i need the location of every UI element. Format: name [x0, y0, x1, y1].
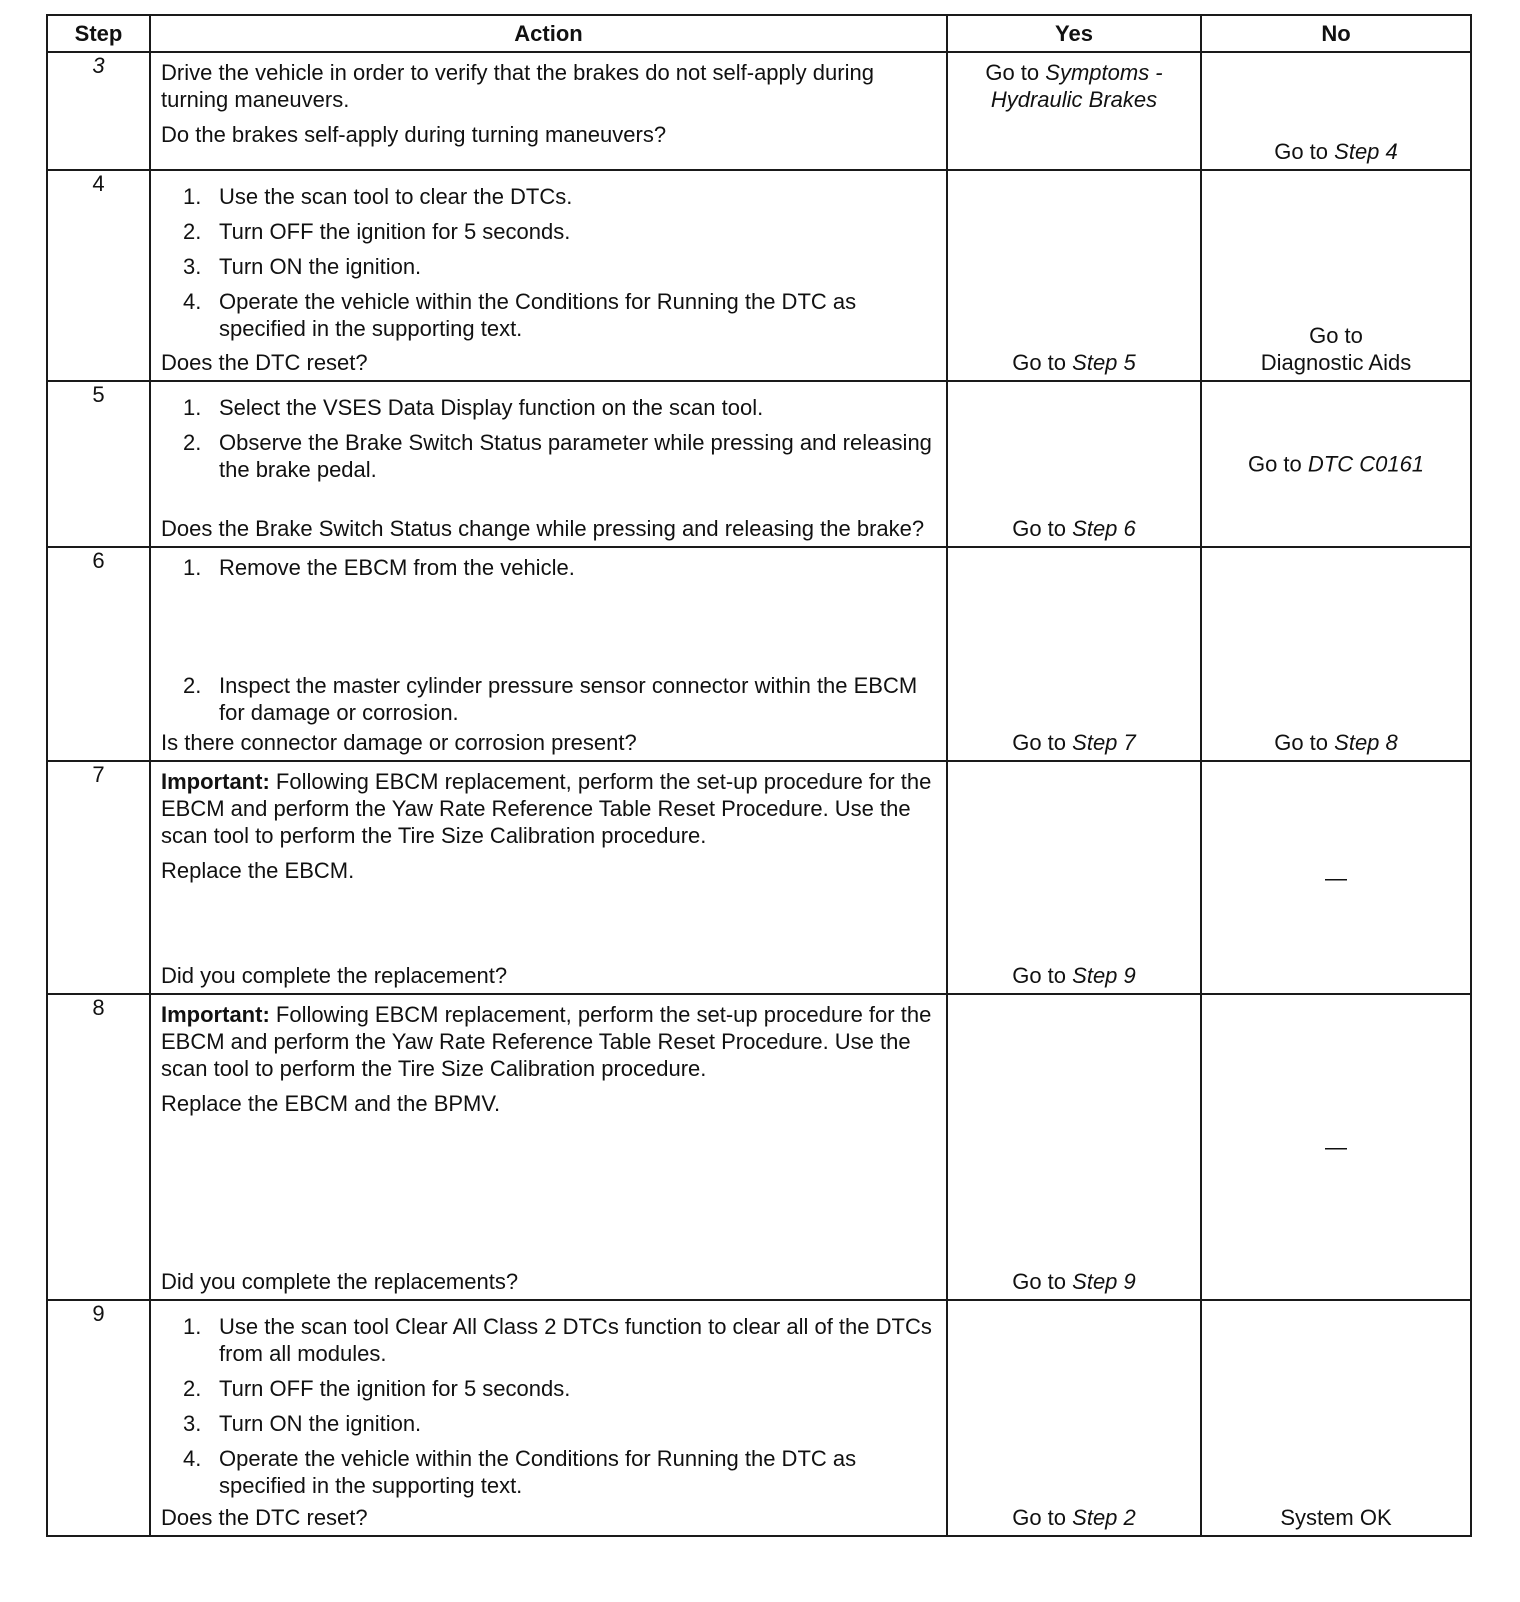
yes-cell: [947, 761, 1201, 994]
yes-link[interactable]: Step 6: [1072, 516, 1136, 541]
step-number: 3: [47, 52, 150, 170]
action-question: Did you complete the replacement?: [161, 963, 508, 988]
step-number: 5: [47, 381, 150, 547]
table-row: [47, 381, 1471, 547]
yes-cell: [947, 1300, 1201, 1536]
action-cell: [150, 994, 947, 1300]
no-link[interactable]: Step 4: [1334, 139, 1398, 164]
no-cell: [1201, 170, 1471, 381]
yes-cell: [947, 52, 1201, 170]
list-item: 3. Turn ON the ignition.: [183, 254, 422, 279]
list-item: 2. Turn OFF the ignition for 5 seconds.: [183, 1376, 571, 1401]
no-cell: [1201, 761, 1471, 994]
no-cell: [1201, 381, 1471, 547]
list-item: 2. Turn OFF the ignition for 5 seconds.: [183, 219, 571, 244]
list-item: 2. Inspect the master cylinder pressure sensor connector within the EBCM for damage or corrosion.: [183, 673, 918, 725]
action-list: [161, 1313, 936, 1499]
yes-prefix: Go to: [1012, 730, 1067, 755]
yes-prefix: Go to: [1012, 1269, 1067, 1294]
action-text: Replace the EBCM and the BPMV.: [161, 1091, 501, 1116]
table-row: [47, 170, 1471, 381]
yes-cell: [947, 381, 1201, 547]
yes-link[interactable]: Step 7: [1072, 730, 1136, 755]
no-link[interactable]: Diagnostic Aids: [1260, 350, 1412, 375]
yes-link[interactable]: Step 5: [1072, 350, 1136, 375]
important-note: Important: Following EBCM replacement, perform the set-up procedure for the EBCM and perform the Yaw Rate Reference Table Reset Procedure. Use the scan tool to perform the Tire Size Calibration procedure.: [161, 769, 932, 848]
yes-cell: [947, 170, 1201, 381]
step-number: 6: [47, 547, 150, 761]
table-row: [47, 547, 1471, 761]
yes-link[interactable]: Symptoms - Hydraulic Brakes: [990, 60, 1163, 112]
yes-prefix: Go to: [1012, 1505, 1067, 1530]
action-question: Does the DTC reset?: [161, 1505, 368, 1530]
yes-link[interactable]: Step 9: [1072, 1269, 1136, 1294]
action-question: Does the DTC reset?: [161, 350, 368, 375]
header-action: Action: [150, 15, 947, 52]
no-dash: —: [1325, 865, 1347, 890]
yes-cell: [947, 994, 1201, 1300]
action-list: [161, 554, 936, 581]
list-item: 3. Turn ON the ignition.: [183, 1411, 422, 1436]
table-row: [47, 761, 1471, 994]
no-cell: [1201, 52, 1471, 170]
no-link[interactable]: Step 8: [1334, 730, 1398, 755]
action-cell: [150, 52, 947, 170]
no-text: System OK: [1280, 1505, 1392, 1530]
no-cell: [1201, 547, 1471, 761]
action-list: [161, 394, 936, 483]
action-list: [161, 183, 936, 342]
table-row: [47, 52, 1471, 170]
step-number: 7: [47, 761, 150, 994]
yes-prefix: Go to: [1012, 963, 1067, 988]
yes-cell: [947, 547, 1201, 761]
header-yes: Yes: [947, 15, 1201, 52]
table-row: [47, 1300, 1471, 1536]
step-number: 9: [47, 1300, 150, 1536]
no-prefix: Go to: [1274, 139, 1329, 164]
yes-link[interactable]: Step 2: [1072, 1505, 1136, 1530]
action-cell: [150, 170, 947, 381]
important-label: Important:: [161, 769, 270, 794]
action-cell: [150, 1300, 947, 1536]
important-note: Important: Following EBCM replacement, perform the set-up procedure for the EBCM and perform the Yaw Rate Reference Table Reset Procedure. Use the scan tool to perform the Tire Size Calibration procedure.: [161, 1002, 932, 1081]
action-question: Do the brakes self-apply during turning maneuvers?: [161, 122, 667, 147]
action-question: Does the Brake Switch Status change while pressing and releasing the brake?: [161, 516, 925, 541]
list-item: 2. Observe the Brake Switch Status parameter while pressing and releasing the brake pedal.: [183, 430, 932, 482]
action-list: [161, 672, 936, 726]
diagnostic-table: [46, 14, 1472, 1537]
no-prefix: Go to: [1309, 323, 1363, 348]
action-cell: [150, 547, 947, 761]
table-row: [47, 994, 1471, 1300]
no-cell: [1201, 1300, 1471, 1536]
list-item: 1. Remove the EBCM from the vehicle.: [183, 555, 575, 580]
step-number: 4: [47, 170, 150, 381]
step-number: 8: [47, 994, 150, 1300]
yes-prefix: Go to: [1012, 350, 1067, 375]
yes-prefix: Go to: [985, 60, 1040, 85]
list-item: 4. Operate the vehicle within the Conditions for Running the DTC as specified in the supporting text.: [183, 1446, 857, 1498]
list-item: 1. Select the VSES Data Display function on the scan tool.: [183, 395, 764, 420]
header-step: Step: [47, 15, 150, 52]
table-header-row: [47, 15, 1471, 52]
list-item: 1. Use the scan tool to clear the DTCs.: [183, 184, 573, 209]
action-cell: [150, 761, 947, 994]
yes-prefix: Go to: [1012, 516, 1067, 541]
list-item: 1. Use the scan tool Clear All Class 2 DTCs function to clear all of the DTCs from all modules.: [183, 1314, 932, 1366]
no-prefix: Go to: [1274, 730, 1329, 755]
list-item: 4. Operate the vehicle within the Conditions for Running the DTC as specified in the supporting text.: [183, 289, 857, 341]
no-cell: [1201, 994, 1471, 1300]
action-text: Replace the EBCM.: [161, 858, 355, 883]
header-no: No: [1201, 15, 1471, 52]
no-link[interactable]: DTC C0161: [1307, 451, 1425, 477]
yes-link[interactable]: Step 9: [1072, 963, 1136, 988]
action-cell: [150, 381, 947, 547]
action-question: Did you complete the replacements?: [161, 1269, 519, 1294]
action-question: Is there connector damage or corrosion present?: [161, 730, 637, 755]
no-prefix: Go to: [1247, 451, 1302, 477]
no-dash: —: [1325, 1134, 1347, 1160]
important-label: Important:: [161, 1002, 270, 1027]
action-text: Drive the vehicle in order to verify that the brakes do not self-apply during turning maneuvers.: [161, 60, 874, 112]
